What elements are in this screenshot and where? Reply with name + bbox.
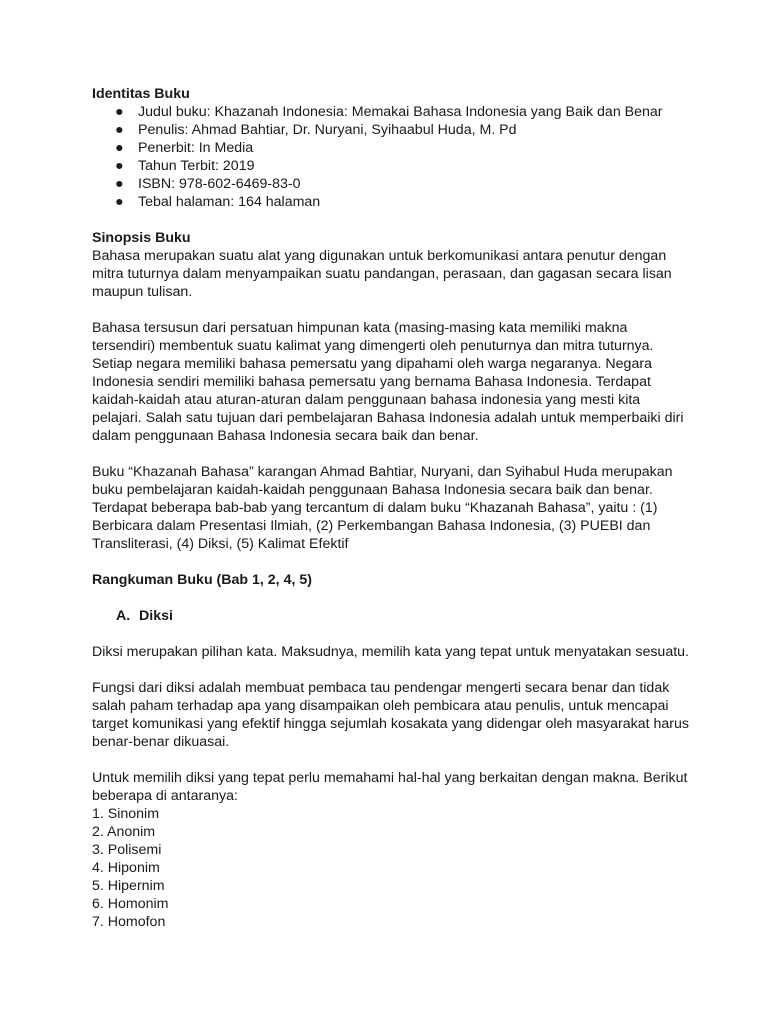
rangkuman-heading: Rangkuman Buku (Bab 1, 2, 4, 5) bbox=[92, 572, 312, 588]
spacer bbox=[92, 661, 692, 679]
section-letter: A. bbox=[116, 608, 131, 624]
identitas-penerbit: Penerbit: In Media bbox=[138, 140, 254, 156]
list-item bbox=[92, 103, 692, 121]
sinopsis-paragraph-2: Bahasa tersusun dari persatuan himpunan kata (masing-masing kata memiliki makna tersendiri) membentuk suatu kalimat yang dimengerti oleh penuturnya dan mitra tuturnya. Setiap negara memiliki bahasa pemersatu yang dipahami oleh warga negaranya. Negara Indonesia sendiri memiliki bahasa pemersatu yang bernama Bahasa Indonesia. Terdapat kaidah-kaidah atau aturan-aturan dalam penggunaan bahasa indonesia yang mesti kita pelajari. Salah satu tujuan dari pembelajaran Bahasa Indonesia adalah untuk memperbaiki diri dalam penggunaan Bahasa Indonesia secara baik dan benar. bbox=[92, 320, 684, 444]
section-title: Diksi bbox=[139, 608, 173, 624]
spacer bbox=[92, 553, 692, 571]
sinopsis-paragraph-1: Bahasa merupakan suatu alat yang digunakan untuk berkomunikasi antara penutur dengan mitra tuturnya dalam menyampaikan suatu pandangan, perasaan, dan gagasan secara lisan maupun tulisan. bbox=[92, 248, 672, 300]
spacer bbox=[92, 625, 692, 643]
bullet-icon: ● bbox=[115, 140, 124, 156]
bullet-icon: ● bbox=[115, 104, 124, 120]
identitas-tebal: Tebal halaman: 164 halaman bbox=[138, 194, 321, 210]
identitas-list bbox=[92, 103, 692, 211]
list-item: 5. Hipernim bbox=[92, 878, 165, 894]
spacer bbox=[92, 301, 692, 319]
diksi-paragraph-2: Fungsi dari diksi adalah membuat pembaca tau pendengar mengerti secara benar dan tidak salah paham terhadap apa yang disampaikan oleh pembicara atau penulis, untuk mencapai target komunikasi yang efektif hingga sejumlah kosakata yang didengar oleh masyarakat harus benar-benar dikuasai. bbox=[92, 680, 690, 750]
diksi-paragraph-1: Diksi merupakan pilihan kata. Maksudnya, memilih kata yang tepat untuk menyatakan sesuatu. bbox=[92, 644, 689, 660]
identitas-isbn: ISBN: 978-602-6469-83-0 bbox=[138, 176, 301, 192]
identitas-tahun: Tahun Terbit: 2019 bbox=[138, 158, 255, 174]
spacer bbox=[92, 211, 692, 229]
bullet-icon: ● bbox=[115, 158, 124, 174]
list-item: 6. Homonim bbox=[92, 896, 169, 912]
list-item bbox=[92, 175, 692, 193]
identitas-heading: Identitas Buku bbox=[92, 86, 190, 102]
list-item: 4. Hiponim bbox=[92, 860, 160, 876]
sinopsis-paragraph-3: Buku “Khazanah Bahasa” karangan Ahmad Bahtiar, Nuryani, dan Syihabul Huda merupakan buku pembelajaran kaidah-kaidah penggunaan Bahasa Indonesia secara baik dan benar. Terdapat beberapa bab-bab yang tercantum di dalam buku “Khazanah Bahasa”, yaitu : (1) Berbicara dalam Presentasi Ilmiah, (2) Perkembangan Bahasa Indonesia, (3) PUEBI dan Transliterasi, (4) Diksi, (5) Kalimat Efektif bbox=[92, 464, 673, 552]
sinopsis-heading: Sinopsis Buku bbox=[92, 230, 191, 246]
spacer bbox=[92, 589, 692, 607]
list-item bbox=[92, 121, 692, 139]
list-item: 3. Polisemi bbox=[92, 842, 162, 858]
bullet-icon: ● bbox=[115, 122, 124, 138]
document-page bbox=[92, 85, 692, 931]
spacer bbox=[92, 751, 692, 769]
spacer bbox=[92, 445, 692, 463]
bullet-icon: ● bbox=[115, 194, 124, 210]
list-item bbox=[92, 193, 692, 211]
makna-list bbox=[92, 805, 692, 931]
identitas-judul: Judul buku: Khazanah Indonesia: Memakai Bahasa Indonesia yang Baik dan Benar bbox=[138, 104, 663, 120]
diksi-paragraph-3: Untuk memilih diksi yang tepat perlu memahami hal-hal yang berkaitan dengan makna. Berikut beberapa di antaranya: bbox=[92, 770, 688, 804]
list-item: 7. Homofon bbox=[92, 914, 166, 930]
list-item: 2. Anonim bbox=[92, 824, 156, 840]
bullet-icon: ● bbox=[115, 176, 124, 192]
list-item bbox=[92, 157, 692, 175]
list-item: 1. Sinonim bbox=[92, 806, 160, 822]
identitas-penulis: Penulis: Ahmad Bahtiar, Dr. Nuryani, Syihaabul Huda, M. Pd bbox=[138, 122, 517, 138]
list-item bbox=[92, 139, 692, 157]
section-heading-diksi bbox=[92, 607, 692, 625]
